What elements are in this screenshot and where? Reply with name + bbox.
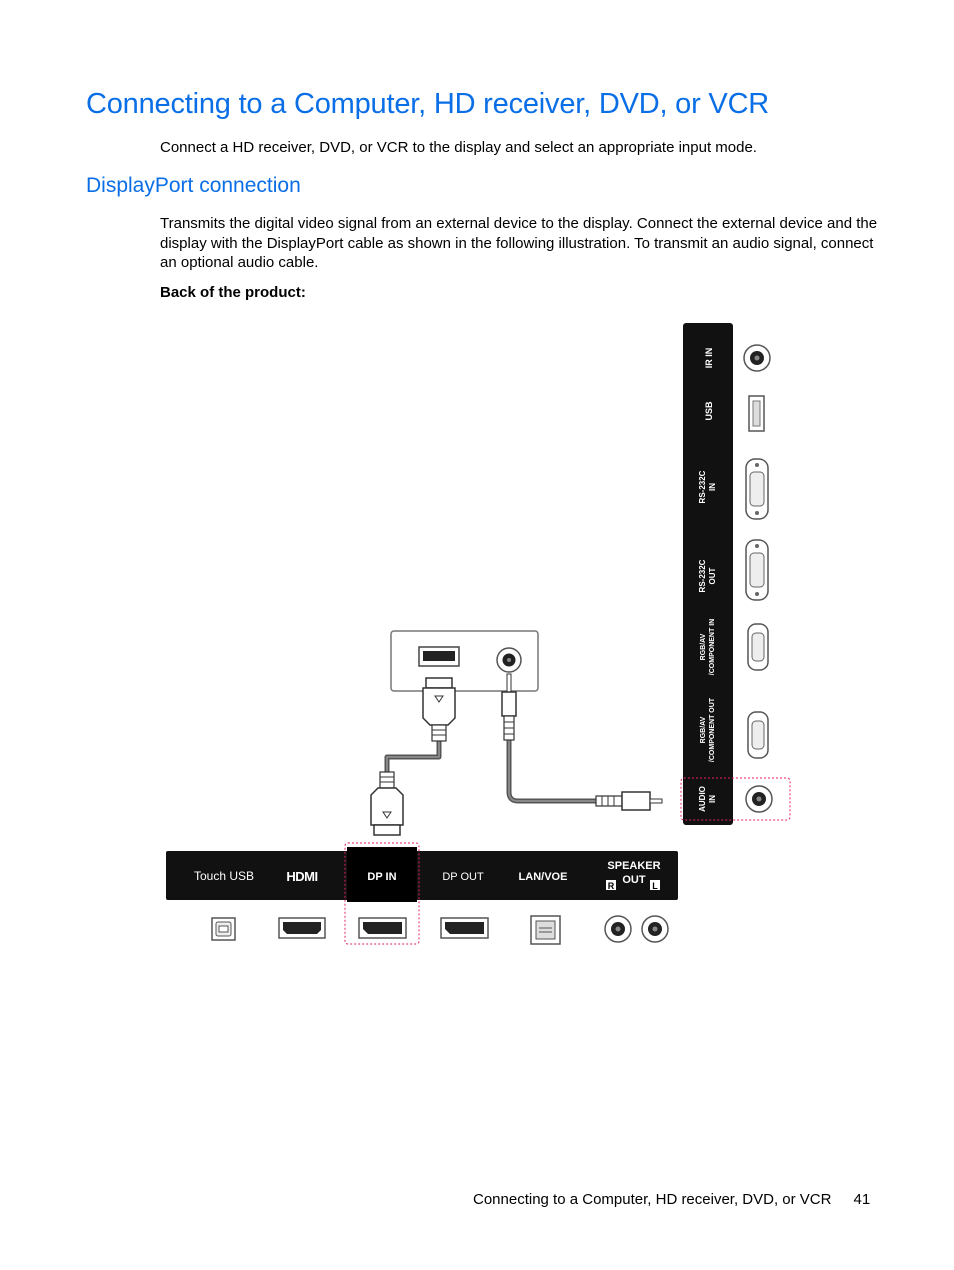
side-label-rs232c-in-1: RS-232C [698,470,707,504]
side-label-rs232c-out-2: OUT [708,567,717,585]
audio-in-jack-icon [746,786,772,812]
bottom-label-speaker-r: R [607,881,615,891]
usb-port-icon [749,396,764,431]
back-of-product-label: Back of the product: [160,284,306,301]
intro-paragraph: Connect a HD receiver, DVD, or VCR to the display and select an appropriate input mode. [160,139,757,156]
bottom-label-dp-in: DP IN [367,871,397,883]
speaker-l-jack-icon [642,916,668,942]
side-label-rs232c-out-1: RS-232C [698,559,707,593]
side-label-audio-in-1: AUDIO [698,786,707,812]
bottom-label-dp-out: DP OUT [442,871,484,883]
page-heading: Connecting to a Computer, HD receiver, DVD, or VCR [86,88,770,120]
bottom-label-speaker-l: L [652,881,658,891]
footer-title: Connecting to a Computer, HD receiver, DVD, or VCR [473,1191,832,1208]
page-number: 41 [853,1191,871,1208]
rs232c-in-port-icon [746,459,768,519]
side-label-rgbav-in-1: RGB/AV [700,633,707,661]
audio-cable [502,674,662,810]
rgbav-in-port-icon [748,624,768,670]
side-label-audio-in-2: IN [708,795,717,803]
external-device [391,631,538,691]
side-label-rgbav-out-1: RGB/AV [700,716,707,744]
displayport-cable [371,678,455,835]
rs232c-out-port-icon [746,540,768,600]
side-label-rgbav-in-2: /COMPONENT IN [709,618,716,676]
side-label-rgbav-out-2: /COMPONENT OUT [709,697,716,763]
rgbav-out-port-icon [748,712,768,758]
hdmi-port-icon [279,918,325,938]
side-label-rs232c-in-2: IN [708,483,717,491]
bottom-label-touch-usb: Touch USB [193,869,255,883]
dp-in-port-icon [359,918,406,938]
dp-out-port-icon [441,918,488,938]
speaker-r-jack-icon [605,916,631,942]
side-label-usb: USB [704,401,714,421]
section-heading: DisplayPort connection [86,174,301,197]
bottom-label-speaker-out: OUT [622,874,646,886]
lan-port-icon [531,916,560,944]
bottom-panel [166,843,678,944]
ir-in-jack-icon [744,345,770,371]
bottom-label-speaker: SPEAKER [607,860,661,872]
side-panel [681,323,790,825]
body-paragraph: Transmits the digital video signal from an external device to the display. Connect the external device and the display with the DisplayPort cable as shown in the following illustration. To transmit an audio signal, connect an optional audio cable. [160,215,878,271]
bottom-label-hdmi: HDMI [286,869,318,884]
bottom-label-lan: LAN/VOE [518,871,568,883]
side-label-ir-in: IR IN [704,347,714,369]
touch-usb-port-icon [212,918,235,940]
page-footer [473,1191,870,1208]
